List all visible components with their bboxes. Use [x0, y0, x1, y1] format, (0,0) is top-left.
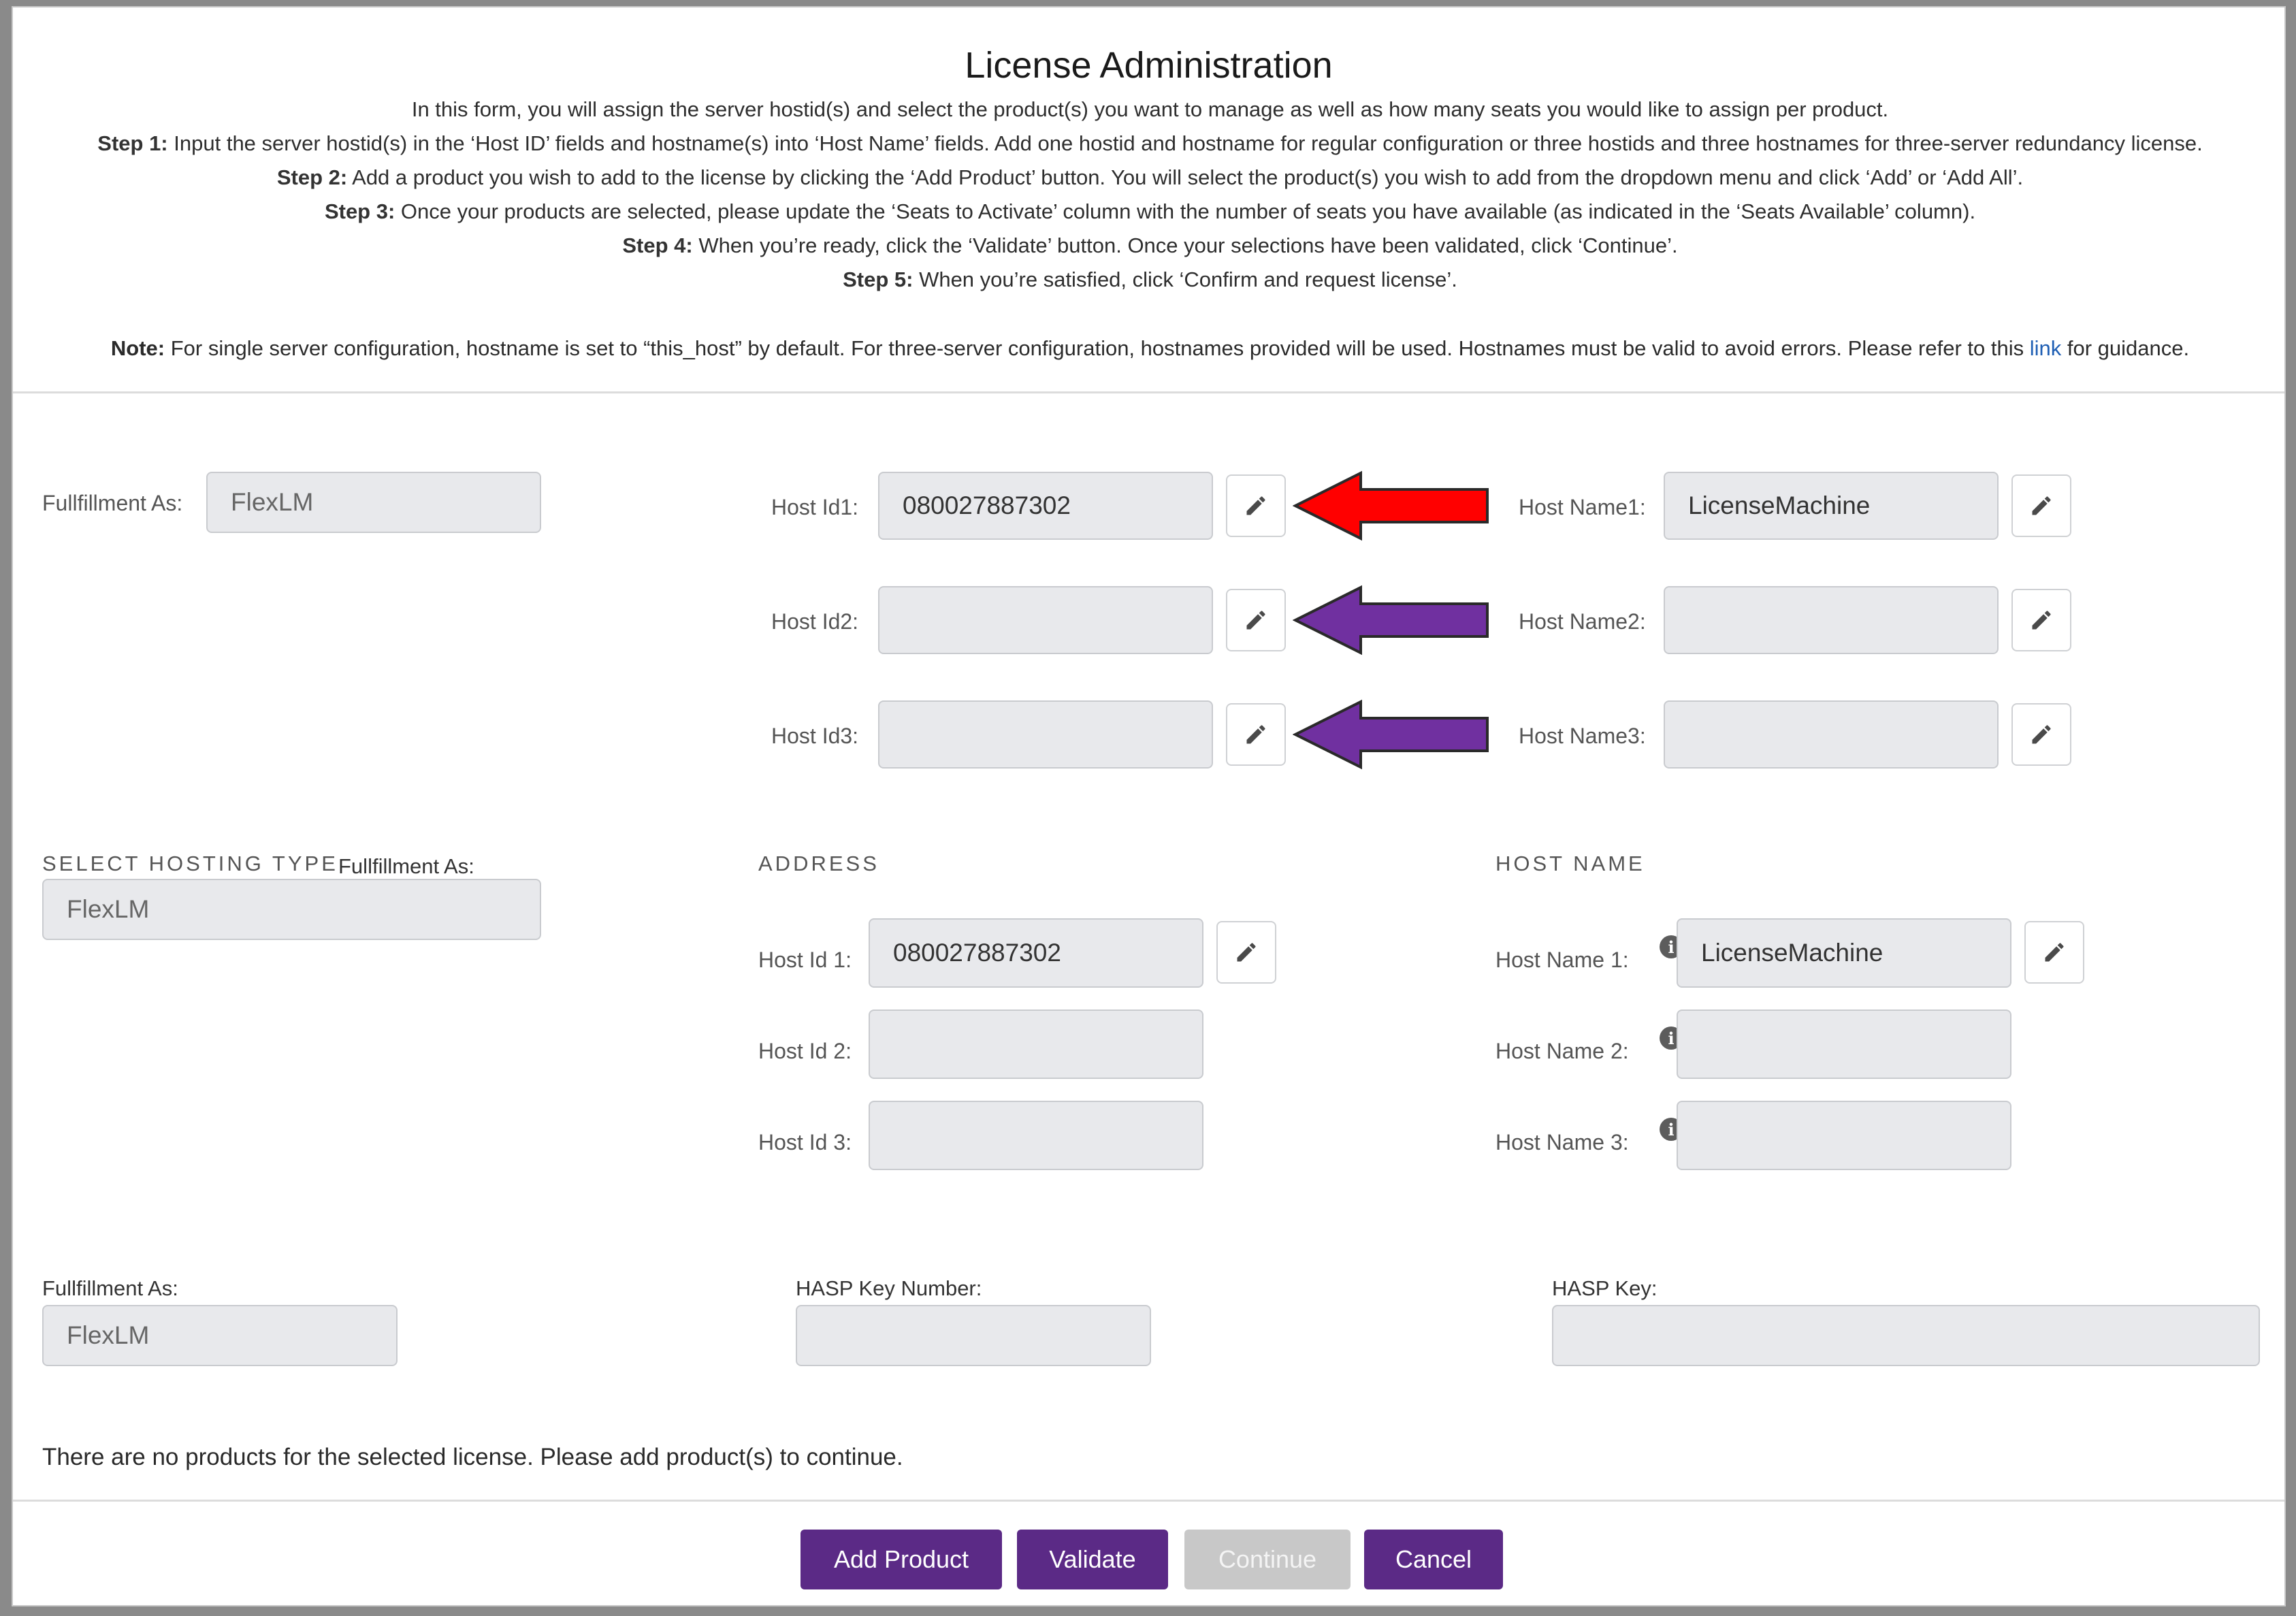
host-name-3-field-2[interactable] [1677, 1101, 2011, 1170]
address-header: ADDRESS [758, 852, 879, 875]
pencil-icon [2029, 608, 2054, 632]
note-text: For single server configuration, hostname is set to “this_host” by default. For three-server configuration, hostnames provided will be used. Hostnames must be valid to avoid errors. Please refer to this [170, 336, 2024, 360]
host-id-3-field[interactable] [878, 700, 1213, 769]
pencil-icon [2042, 940, 2067, 965]
hosting-type-header: SELECT HOSTING TYPE [42, 852, 338, 875]
left-arrow-icon [1293, 585, 1490, 656]
fulfillment-field-2[interactable]: FlexLM [42, 879, 541, 940]
host-id-1-field[interactable]: 080027887302 [878, 472, 1213, 540]
fulfillment-field[interactable]: FlexLM [206, 472, 541, 533]
note-tail: for guidance. [2067, 336, 2190, 360]
step-label: Step 1: [97, 131, 168, 155]
hasp-key-number-field[interactable] [796, 1305, 1151, 1366]
host-id-1-field-2[interactable]: 080027887302 [869, 918, 1203, 988]
cancel-button[interactable]: Cancel [1364, 1530, 1503, 1589]
step-label: Step 4: [622, 233, 693, 257]
pencil-icon [1244, 608, 1268, 632]
instructions-step-3 [40, 195, 2260, 229]
info-icon[interactable]: i [1660, 1118, 1683, 1141]
edit-host-name-3-button[interactable] [2011, 703, 2071, 766]
edit-host-id-1-button[interactable] [1226, 474, 1286, 537]
edit-host-id-3-button[interactable] [1226, 703, 1286, 766]
host-name-2-label-2: Host Name 2: [1495, 1039, 1629, 1063]
fulfillment-label-3: Fullfillment As: [42, 1276, 178, 1300]
hasp-key-number-label: HASP Key Number: [796, 1276, 982, 1300]
footer-divider [13, 1500, 2284, 1502]
pencil-icon [1234, 940, 1259, 965]
host-id-3-label-2: Host Id 3: [758, 1130, 852, 1154]
pencil-icon [1244, 722, 1268, 747]
host-id-3-label: Host Id3: [771, 724, 859, 748]
instructions-intro: In this form, you will assign the server hostid(s) and select the product(s) you want to manage as well as how many seats you would like to assign per product. [411, 97, 1889, 121]
host-id-1-label-2: Host Id 1: [758, 948, 852, 972]
hasp-key-label: HASP Key: [1552, 1276, 1658, 1300]
instructions-step-5 [40, 263, 2260, 297]
step-label: Step 2: [276, 165, 348, 189]
add-product-button[interactable]: Add Product [801, 1530, 1002, 1589]
edit-host-name-1-button-2[interactable] [2024, 921, 2084, 984]
info-icon[interactable]: i [1660, 935, 1683, 958]
host-id-2-field[interactable] [878, 586, 1213, 654]
host-name-header: HOST NAME [1495, 852, 1645, 875]
instructions [40, 93, 2260, 297]
host-name-1-field-2[interactable]: LicenseMachine [1677, 918, 2011, 988]
host-name-1-field[interactable]: LicenseMachine [1664, 472, 1999, 540]
step-text: Input the server hostid(s) in the ‘Host ID’ fields and hostname(s) into ‘Host Name’ fields. Add one hostid and hostname for regular configuration or three hostids and three hostnames for three-server redundancy license. [174, 131, 2203, 155]
step-label: Step 5: [843, 268, 913, 291]
note [40, 332, 2260, 366]
fulfillment-field-3[interactable]: FlexLM [42, 1305, 398, 1366]
guidance-link[interactable]: link [2029, 336, 2062, 360]
pencil-icon [2029, 494, 2054, 518]
page-title: License Administration [965, 45, 1333, 86]
fulfillment-label: Fullfillment As: [42, 491, 183, 515]
divider [13, 391, 2284, 393]
host-id-1-label: Host Id1: [771, 495, 859, 519]
note-label: Note: [110, 336, 165, 360]
validate-button[interactable]: Validate [1017, 1530, 1168, 1589]
host-name-3-label-2: Host Name 3: [1495, 1130, 1629, 1154]
host-id-2-field-2[interactable] [869, 1009, 1203, 1079]
pencil-icon [2029, 722, 2054, 747]
edit-host-name-1-button[interactable] [2011, 474, 2071, 537]
host-name-1-label: Host Name1: [1519, 495, 1646, 519]
continue-button[interactable]: Continue [1184, 1530, 1351, 1589]
host-name-2-field[interactable] [1664, 586, 1999, 654]
host-id-3-field-2[interactable] [869, 1101, 1203, 1170]
host-name-2-field-2[interactable] [1677, 1009, 2011, 1079]
pencil-icon [1244, 494, 1268, 518]
instructions-step-2 [40, 161, 2260, 195]
step-text: Once your products are selected, please update the ‘Seats to Activate’ column with the number of seats you have available (as indicated in the ‘Seats Available’ column). [400, 199, 1976, 223]
edit-host-name-2-button[interactable] [2011, 589, 2071, 651]
left-arrow-icon [1293, 470, 1490, 541]
instructions-step-1 [40, 127, 2260, 161]
license-administration-dialog [12, 6, 2286, 1606]
step-text: Add a product you wish to add to the license by clicking the ‘Add Product’ button. You will select the product(s) you wish to add from the dropdown menu and click ‘Add’ or ‘Add All’. [352, 165, 2024, 189]
left-arrow-icon [1293, 699, 1490, 770]
no-products-message: There are no products for the selected license. Please add product(s) to continue. [42, 1444, 903, 1470]
step-label: Step 3: [324, 199, 395, 223]
info-icon[interactable]: i [1660, 1027, 1683, 1050]
host-id-2-label-2: Host Id 2: [758, 1039, 852, 1063]
host-name-3-field[interactable] [1664, 700, 1999, 769]
edit-host-id-2-button[interactable] [1226, 589, 1286, 651]
instructions-step-4 [40, 229, 2260, 263]
host-name-2-label: Host Name2: [1519, 609, 1646, 634]
step-text: When you’re satisfied, click ‘Confirm and request license’. [919, 268, 1457, 291]
hasp-key-field[interactable] [1552, 1305, 2260, 1366]
step-text: When you’re ready, click the ‘Validate’ button. Once your selections have been validated, click ‘Continue’. [698, 233, 1678, 257]
fulfillment-label-2: Fullfillment As: [338, 854, 474, 878]
edit-host-id-1-button-2[interactable] [1216, 921, 1276, 984]
host-id-2-label: Host Id2: [771, 609, 859, 634]
host-name-3-label: Host Name3: [1519, 724, 1646, 748]
host-name-1-label-2: Host Name 1: [1495, 948, 1629, 972]
